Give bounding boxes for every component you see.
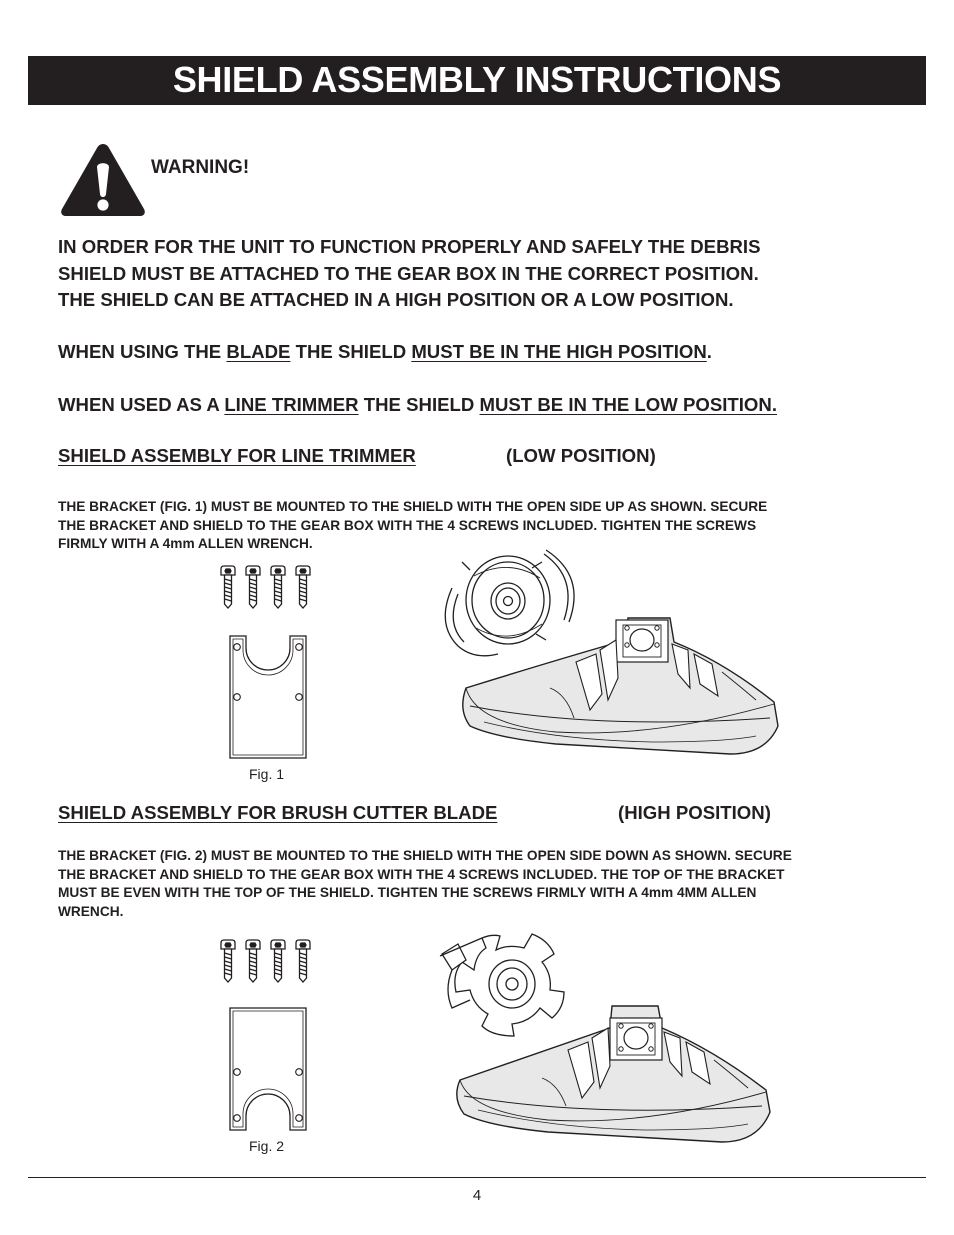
section-low-heading: SHIELD ASSEMBLY FOR LINE TRIMMER bbox=[58, 445, 416, 466]
instruction-line: THE BRACKET (FIG. 2) MUST BE MOUNTED TO THE SHIELD WITH THE OPEN SIDE DOWN AS SHOWN. SECURE bbox=[58, 848, 792, 863]
section-low-instructions bbox=[58, 498, 938, 554]
debris-shield-illustration bbox=[456, 614, 782, 764]
rule-emphasis: MUST BE IN THE HIGH POSITION bbox=[411, 341, 707, 362]
instruction-line: THE BRACKET AND SHIELD TO THE GEAR BOX WITH THE 4 SCREWS INCLUDED. THE TOP OF THE BRACKET bbox=[58, 866, 785, 882]
warning-label: WARNING! bbox=[151, 157, 250, 178]
debris-shield-illustration bbox=[452, 998, 778, 1148]
footer-divider bbox=[28, 1177, 926, 1178]
bracket-open-down-illustration bbox=[226, 1006, 312, 1134]
section-high-position: (HIGH POSITION) bbox=[618, 802, 771, 823]
screws-illustration bbox=[218, 940, 318, 984]
instruction-line: THE BRACKET AND SHIELD TO THE GEAR BOX WITH THE 4 SCREWS INCLUDED. TIGHTEN THE SCREWS bbox=[58, 517, 757, 533]
rule-emphasis: BLADE bbox=[226, 341, 291, 362]
rule-emphasis: LINE TRIMMER bbox=[224, 394, 359, 415]
section-high-heading: SHIELD ASSEMBLY FOR BRUSH CUTTER BLADE bbox=[58, 802, 498, 823]
instruction-line: MUST BE EVEN WITH THE TOP OF THE SHIELD. TIGHTEN THE SCREWS FIRMLY WITH A 4mm 4MM ALLEN bbox=[58, 885, 757, 901]
bracket-open-up-illustration bbox=[226, 634, 312, 762]
intro-paragraph bbox=[58, 234, 938, 314]
rule-text: WHEN USING THE bbox=[58, 341, 227, 362]
section-low-position: (LOW POSITION) bbox=[506, 445, 656, 466]
intro-line: THE SHIELD CAN BE ATTACHED IN A HIGH POSITION OR A LOW POSITION. bbox=[58, 289, 734, 310]
intro-line: IN ORDER FOR THE UNIT TO FUNCTION PROPERLY AND SAFELY THE DEBRIS bbox=[58, 236, 761, 257]
rule-text: THE SHIELD bbox=[358, 394, 480, 415]
instruction-line: WRENCH. bbox=[58, 903, 124, 919]
page-title: SHIELD ASSEMBLY INSTRUCTIONS bbox=[172, 59, 782, 100]
title-bar bbox=[28, 56, 926, 105]
rule-blade bbox=[58, 339, 712, 366]
rule-text: . bbox=[706, 341, 712, 362]
figure-2-label: Fig. 2 bbox=[249, 1138, 285, 1154]
rule-text: THE SHIELD bbox=[290, 341, 412, 362]
instruction-line: THE BRACKET (FIG. 1) MUST BE MOUNTED TO THE SHIELD WITH THE OPEN SIDE UP AS SHOWN. SECURE bbox=[58, 499, 768, 514]
figure-1-label: Fig. 1 bbox=[249, 766, 285, 782]
section-high-instructions bbox=[58, 847, 938, 921]
rule-text: WHEN USED AS A bbox=[58, 394, 225, 415]
rule-emphasis: MUST BE IN THE LOW POSITION. bbox=[479, 394, 777, 415]
warning-triangle-icon bbox=[59, 141, 147, 217]
instruction-line: FIRMLY WITH A 4mm ALLEN WRENCH. bbox=[58, 536, 313, 552]
intro-line: SHIELD MUST BE ATTACHED TO THE GEAR BOX IN THE CORRECT POSITION. bbox=[58, 262, 759, 284]
screws-illustration bbox=[218, 566, 318, 610]
page-number: 4 bbox=[472, 1187, 482, 1204]
rule-trimmer bbox=[58, 392, 777, 419]
